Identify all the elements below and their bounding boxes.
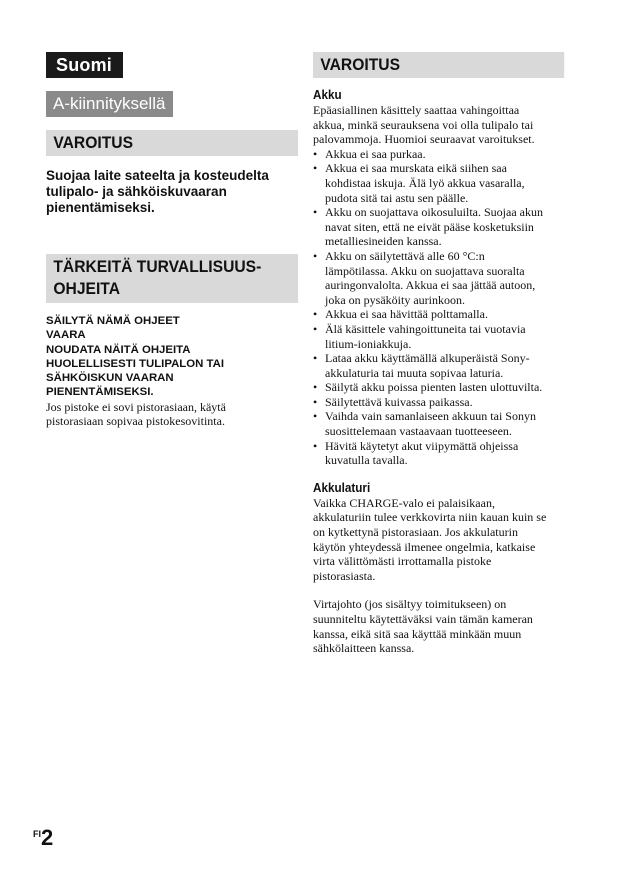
caps-line: SÄHKÖISKUN VAARAN <box>46 372 174 385</box>
battery-heading: Akku <box>313 87 342 102</box>
warning-heading-right: VAROITUS <box>313 52 564 78</box>
list-item: • Hävitä käytetyt akut viipymättä ohjeissa kuvatulla tavalla. <box>313 438 519 468</box>
safety-heading <box>46 254 298 303</box>
bullet-icon: • <box>313 248 318 263</box>
bullet-icon: • <box>313 351 318 366</box>
charger-paragraph-2: Virtajohto (jos sisältyy toimitukseen) on suunniteltu käytettäväksi vain tämän kameran kanssa, eikä sitä saa käyttää minkään muun sähkölaitteen kanssa. <box>313 597 533 656</box>
left-column <box>46 52 284 429</box>
language-code: FI <box>33 829 41 839</box>
list-item: • Säilytettävä kuivassa paikassa. <box>313 394 473 409</box>
page-number-value: 2 <box>41 825 54 850</box>
language-tab: Suomi <box>46 52 123 78</box>
caps-line: PIENENTÄMISEKSI. <box>46 386 154 399</box>
list-item: • Lataa akku käyttämällä alkuperäistä Sony-akkulaturia tai muuta sopivaa laturia. <box>313 351 530 380</box>
list-item: • Akku on suojattava oikosuluilta. Suojaa akun navat siten, että ne eivät pääse kosketuksiin metalliesineiden kanssa. <box>313 205 543 249</box>
warning-heading: VAROITUS <box>46 130 298 156</box>
right-column <box>313 52 550 656</box>
bullet-icon: • <box>313 161 318 176</box>
battery-warnings-list <box>313 147 550 468</box>
battery-intro: Epäasiallinen käsittely saattaa vahingoittaa akkua, minkä seurauksena voi olla tulipalo tai palovammoja. Huomioi seuraavat varoitukset. <box>313 103 535 147</box>
caps-line: HUOLELLISESTI TULIPALON TAI <box>46 357 225 370</box>
bullet-icon: • <box>313 409 318 424</box>
list-item: • Akkua ei saa murskata eikä siihen saa kohdistaa iskuja. Älä lyö akkua vasaralla, pudota sitä tai astu sen päälle. <box>313 161 525 205</box>
plug-adapter-text: Jos pistoke ei sovi pistorasiaan, käytä pistorasiaan sopivaa pistokesovitinta. <box>46 399 226 429</box>
bullet-icon: • <box>313 380 318 395</box>
bullet-icon: • <box>313 205 318 220</box>
safety-caps-block <box>46 314 284 400</box>
caps-line: VAARA <box>46 329 86 342</box>
list-item: • Akkua ei saa hävittää polttamalla. <box>313 307 488 322</box>
bullet-icon: • <box>313 307 318 322</box>
caps-line: NOUDATA NÄITÄ OHJEITA <box>46 343 191 356</box>
bullet-icon: • <box>313 438 318 453</box>
bullet-icon: • <box>313 146 318 161</box>
list-item: • Älä käsittele vahingoittuneita tai vuotavia litium-ioniakkuja. <box>313 321 526 351</box>
warning-text: Suojaa laite sateelta ja kosteudelta tulipalo- ja sähköiskuvaaran pienentämiseksi. <box>46 168 269 215</box>
safety-heading-line2: OHJEITA <box>53 279 120 298</box>
caps-line: SÄILYTÄ NÄMÄ OHJEET <box>46 315 180 327</box>
list-item: • Vaihda vain samanlaiseen akkuun tai Sonyn suosittelemaan vastaavaan tuotteeseen. <box>313 409 536 439</box>
page-number <box>33 826 53 850</box>
list-item: • Akkua ei saa purkaa. <box>313 146 426 161</box>
safety-heading-line1: TÄRKEITÄ TURVALLISUUS- <box>53 257 262 276</box>
charger-paragraph-1: Vaikka CHARGE-valo ei palaisikaan, akkulaturiin tulee verkkovirta niin kauan kuin se on kytkettynä pistorasiaan. Jos akkulaturin käytön yhteydessä ilmenee ongelmia, katkaise virta välittömästi irrottamalla pistoke pistorasiasta. <box>313 495 547 583</box>
bullet-icon: • <box>313 321 318 336</box>
section-tab: A-kiinnityksellä <box>46 91 173 117</box>
bullet-icon: • <box>313 394 318 409</box>
list-item: • Akku on säilytettävä alle 60 °C:n lämpötilassa. Akku on suojattava suoralta auringonvalolta. Akkua ei saa jättää autoon, joka on pysäköity aurinkoon. <box>313 248 536 307</box>
charger-heading: Akkulaturi <box>313 479 371 495</box>
list-item: • Säilytä akku poissa pienten lasten ulottuvilta. <box>313 380 543 395</box>
